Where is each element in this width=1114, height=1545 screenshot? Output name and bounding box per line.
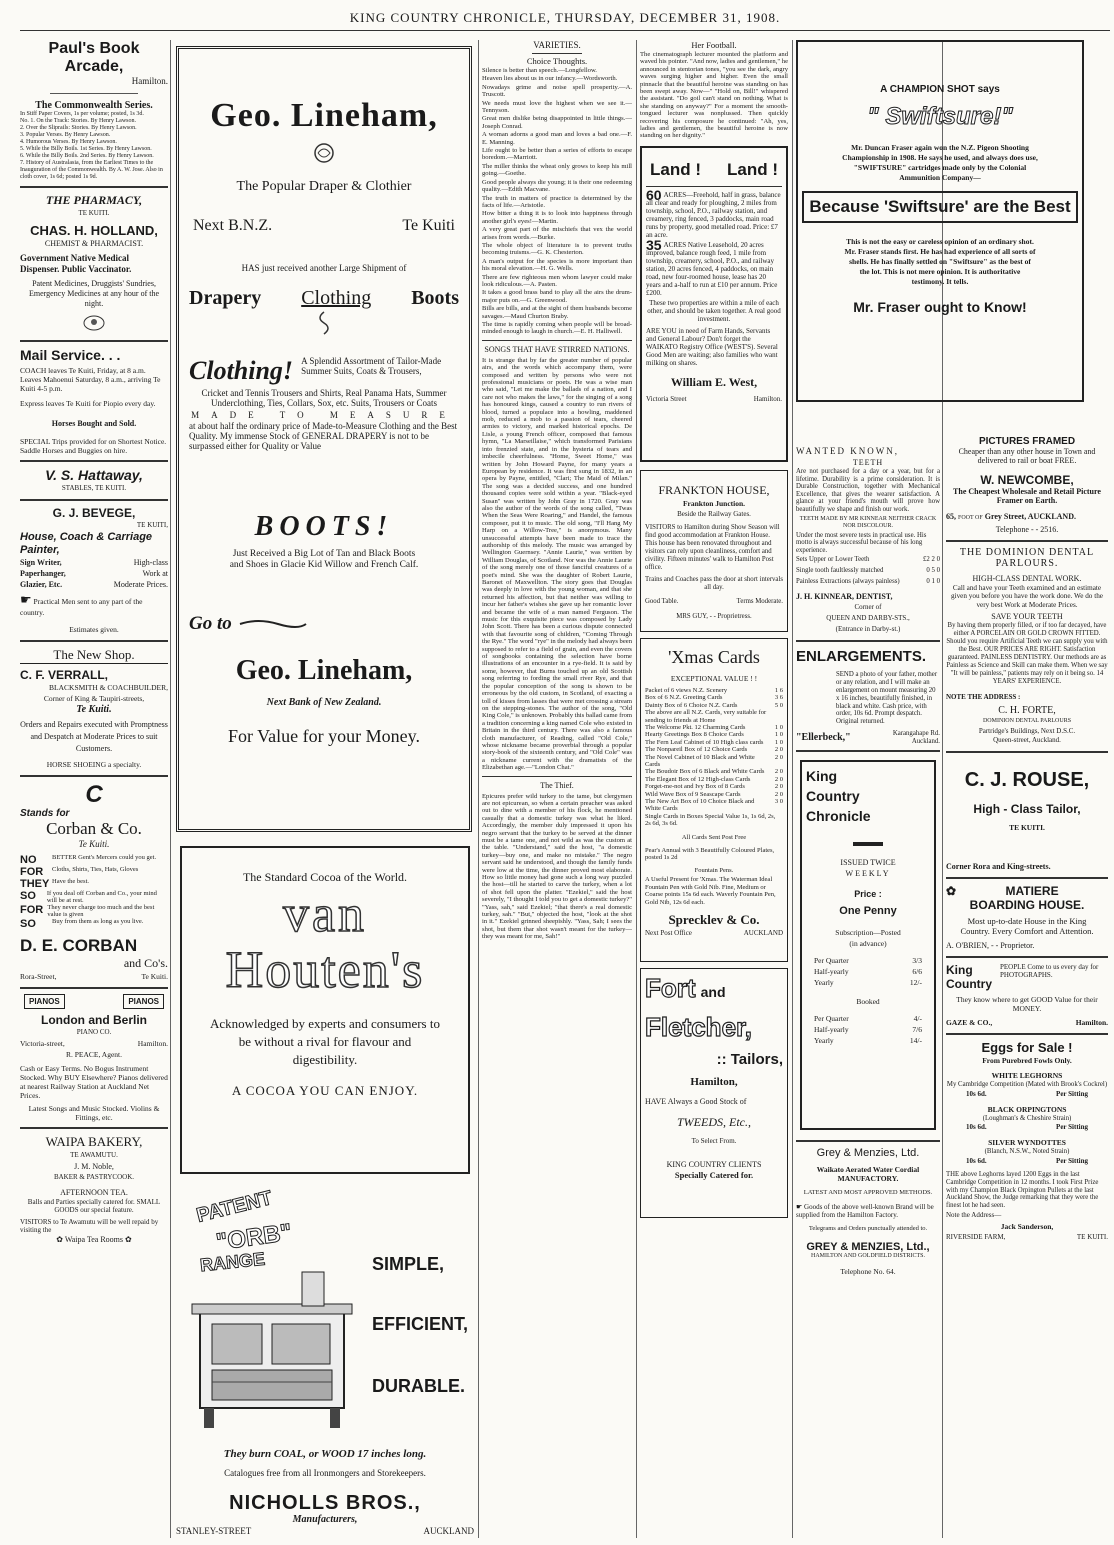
lineham-value: For Value for your Money. bbox=[228, 726, 420, 746]
chronicle-adv: (in advance) bbox=[849, 939, 887, 949]
land-p1: ACRES—Freehold, half in grass, balance all clear and ready for ploughing, 2 miles from township, school, P.O., railway station, and creamery, ring fenced, 3 paddocks, main road runs by property, good metalled road. Price: £7 an acre. bbox=[646, 190, 781, 239]
fort-and: and bbox=[700, 983, 726, 1000]
chronicle-sub: Subscription—Posted bbox=[835, 928, 901, 938]
forte-bld: Partridge's Buildings, Next D.S.C. bbox=[978, 727, 1076, 736]
xmas-item: The Boudoir Box of 6 Black and White Cards 2 0 bbox=[645, 768, 783, 776]
songs-heading: SONGS THAT HAVE STIRRED NATIONS. bbox=[482, 340, 632, 355]
column-3 bbox=[482, 40, 632, 1538]
fort-fletcher-ad bbox=[640, 968, 788, 1218]
hattaway-addr: STABLES, TE KUITI. bbox=[61, 484, 127, 492]
eggs-title: Eggs for Sale ! bbox=[981, 1040, 1073, 1056]
thief-heading: The Thief. bbox=[482, 776, 632, 791]
newshop-ad bbox=[20, 647, 168, 770]
lineham-town: Te Kuiti bbox=[402, 217, 455, 234]
houten-name: Houten's bbox=[225, 942, 425, 999]
newshop-addr: Corner of King & Taupiri-streets, bbox=[43, 694, 145, 703]
lineham-nextbank: Next Bank of New Zealand. bbox=[266, 697, 382, 708]
pauls-title: Paul's Book Arcade, bbox=[48, 40, 140, 75]
masthead-title: KING COUNTRY CHRONICLE, THURSDAY, DECEMBER 31, 1908. bbox=[349, 10, 781, 25]
bevege-town: TE KUITI, bbox=[136, 521, 168, 529]
bevege-ad: G. J. BEVEGE, TE KUITI, House, Coach & Carriage Painter, Sign Writer, High-class Paperhanger, Work at Glazier, Etc. Moderate Prices. ☛ Practical Men sent to any part of the country. Estimates given. bbox=[20, 506, 168, 634]
lineham-next: Next B.N.Z. bbox=[193, 217, 273, 234]
pointing-hand-icon: ☛ bbox=[796, 1203, 803, 1212]
stove-illustration bbox=[192, 1272, 352, 1432]
enlarge-title: ENLARGEMENTS. bbox=[796, 648, 927, 666]
rouse-ad bbox=[946, 769, 1108, 872]
xmas-title: 'Xmas Cards bbox=[668, 646, 760, 667]
land-ad: Land ! Land ! 60 ACRES—Freehold, half in grass, balance all clear and ready for ploughing, 2 miles from township, school, P.O., railway station, and creamery, ring fenced, 3 paddocks, main road runs by property, good metalled road. Price: £7 an acre. 35 ACRES Native Leasehold, 20 acres improved, balance rough feed, 1 mile from township, creamery, school, P.O., and railway station, 20 acres fenced, 4 paddocks, on main road, new four-roomed house, lease has 20 years and a-half to run at £10 per annum. Price £200. These two properties are within a mile of each other, and should be taken together. A real good investment. ARE YOU in need of Farm Hands, Servants and General Labour? Don't forget the WAIKATO Registry Office (WEST'S). Several Good Men are waiting; also families who want milking on shares. William E. West, Victoria Street Hamilton. bbox=[640, 146, 788, 462]
column-rule bbox=[170, 40, 171, 1538]
wanted-text: Are not purchased for a day or a year, but for a lifetime. Durability is a prime consideration. It is Durable Construction, together with Mechanical Excellence, that gives the wearer satisfaction. A glance at your friend's mouth will prove how beautifully we shape and finish our work. bbox=[796, 468, 940, 513]
xmas-item: Wild Wave Box of 9 Seascape Cards 2 0 bbox=[645, 790, 783, 798]
hattaway-name: V. S. Hattaway, bbox=[45, 467, 143, 483]
xmas-pear: Pear's Annual with 3 Beautifully Coloured Plates, posted 1s 2d bbox=[645, 846, 775, 861]
eggs-items bbox=[946, 1070, 1108, 1167]
fort-word: Fort bbox=[645, 972, 696, 1003]
bevege-note: Practical Men sent to any part of the country. bbox=[20, 597, 143, 617]
xmas-item: Packet of 6 views N.Z. Scenery 1 6 bbox=[645, 686, 783, 694]
chronicle-l2: Country bbox=[806, 788, 860, 805]
grey-tel: Telegrams and Orders punctually attended to. bbox=[808, 1225, 928, 1233]
thought-item: How bitter a thing it is to look into happiness through another girl's eyes!—Martin. bbox=[482, 210, 632, 225]
van-houten-ad bbox=[180, 846, 470, 1174]
pauls-list: In Stiff Paper Covers, 1s per volume; posted, 1s 3d. No. 1. On the Track: Stories. By Henry Lawson. 2. Over the Sliprails: Stories. By Henry Lawson. 3. Popular Verses. By Henry Lawson. 4. Humorous Verses. By Henry Lawson. 5. While the Billy Boils. 1st Series. By Henry Lawson. 6. While the Billy Boils. 2nd Series. By Henry Lawson. 7. History of Australasia, from the Earliest Times to the Inauguration of the Commonwealth. By A. W. Jose. Also in cloth cover, 1s 6d; posted 1s 9d. bbox=[20, 111, 163, 180]
grey-latest: LATEST AND MOST APPROVED METHODS. bbox=[803, 1189, 933, 1197]
rate-row: Half-yearly 7/6 bbox=[814, 1025, 922, 1035]
xmas-item: The above are all N.Z. Cards, very suitable for sending to friends at Home bbox=[645, 709, 767, 724]
thought-item: Great men dislike being disappointed in little things.—Joseph Conrad. bbox=[482, 115, 632, 130]
matiere-prop: A. O'BRIEN, - - Proprietor. bbox=[946, 941, 1035, 951]
thought-item: Nowadays grime and noise spell prosperity.—A. Truscott. bbox=[482, 83, 632, 99]
land-name: William E. West, bbox=[670, 374, 758, 389]
land-p2: ACRES Native Leasehold, 20 acres improved, balance rough feed, 1 mile from township, creamery, school, P.O., and railway station, 20 acres fenced, 4 paddocks, on main road, new four-roomed house, lease has 20 years and a-half to run at £10 per annum. Price £200. bbox=[646, 240, 778, 297]
dental-text: Call and have your Teeth examined and an estimate given you before you have the work done. We do the very best Work at Moderate Prices. bbox=[951, 584, 1103, 609]
clothing-assort: A Splendid Assortment of Tailor-Made Summer Suits, Coats & Trousers, bbox=[301, 356, 442, 376]
wanted-teeth: TEETH bbox=[852, 458, 884, 467]
clothing-heading: Clothing! bbox=[189, 356, 294, 385]
wanted-made: TEETH MADE BY MR KINNEAR NEITHER CRACK NOR DISCOLOUR. bbox=[799, 515, 937, 529]
dental-note: NOTE THE ADDRESS : bbox=[946, 693, 1021, 702]
xmas-item: Single Cards in Boxes Special Value 1s, 1s 6d, 2s, 2s 6d, 3s 6d. bbox=[645, 812, 776, 828]
houten-van: van bbox=[282, 886, 368, 943]
xmas-item: Forget-me-not and Ivy Box of 8 Cards 2 0 bbox=[645, 783, 783, 791]
bevege-name: G. J. BEVEGE, bbox=[52, 506, 136, 520]
houten-cocoa: A COCOA YOU CAN ENJOY. bbox=[231, 1083, 419, 1098]
waipa-balls: Balls and Parties specially catered for. SMALL GOODS our special feature. bbox=[27, 1198, 161, 1214]
xmas-post: All Cards Sent Post Free bbox=[681, 833, 747, 841]
pointing-hand-icon: ☛ bbox=[20, 592, 32, 607]
newcombe-phone: Telephone - - 2516. bbox=[995, 525, 1059, 534]
piano-label: PIANOS bbox=[123, 994, 164, 1009]
corban-name: Corban & Co. bbox=[46, 819, 142, 838]
orb-label: "ORB" bbox=[214, 1218, 294, 1257]
frankton-ad: FRANKTON HOUSE, Frankton Junction. Beside the Railway Gates. VISITORS to Hamilton during Show Season will find good accommodation at Frankton House. This house has been renovated throughout and visitors can rely upon cleanliness, comfort and civility. Fifteen minutes' walk to Hamilton Post office. Trains and Coaches pass the door at short intervals all day. Good Table. Terms Moderate. MRS GUY, - - Proprietress. bbox=[640, 470, 788, 632]
thought-item: Bills are bills, and at the sight of them husbands become savages.—Maud Churton Braby. bbox=[482, 305, 632, 320]
gaze-people: PEOPLE Come to us every day for PHOTOGRAPHS. bbox=[1000, 963, 1099, 980]
corban-and: and Co's. bbox=[123, 956, 168, 970]
thought-item: Silence is better than speech.—Longfellow. bbox=[482, 67, 597, 74]
eggs-text: THE above Leghorns layed 1200 Eggs in the last Cambridge Competition in 12 months. I took First Prize with my Champion Black Orpington Pullets at the last Auckland Show, the Judge remarking that they were the finest lot he had seen. bbox=[946, 1171, 1099, 1210]
thoughts-list bbox=[482, 67, 632, 336]
chronicle-rates-booked bbox=[814, 1013, 922, 1046]
xmas-item: The Novel Cabinet of 10 Black and White Cards 2 0 bbox=[645, 753, 783, 768]
bevege-est: Estimates given. bbox=[69, 625, 119, 634]
chronicle-booked: Booked bbox=[856, 997, 880, 1007]
goto-text: Go to bbox=[189, 613, 232, 634]
dental-hc: HIGH-CLASS DENTAL WORK. bbox=[972, 574, 1082, 583]
pictures-title: PICTURES FRAMED bbox=[978, 436, 1076, 447]
xmas-item: Box of 6 N.Z. Greeting Cards 3 6 bbox=[645, 694, 783, 702]
football-text: The cinematograph lecturer mounted the platform and waved his pointer. "And now, ladies and gentlemen," he announced in stentorian tones, "you see the dark, angry waves surging higher and higher. Even the small pinnacle that the beautiful heroine was standing on has been swept away. Now—" "Hold on, Bill!" whispered the assistant. "Do goil can't stand on nothing. What is she standing on anyway?" For a moment the smooth-tongued lecturer was nonplussed. Then quickly recovering his composure he continued: "Ah, yes, ladies and gentlemen, the beautiful heroine is now standing on her dignity." bbox=[640, 51, 788, 140]
mail-special: SPECIAL Trips provided for on Shortest Notice. Saddle Horses and Buggies on hire. bbox=[20, 437, 167, 455]
column-1 bbox=[20, 40, 168, 1538]
wanted-title: WANTED KNOWN, bbox=[796, 446, 899, 456]
crest-icon bbox=[20, 313, 168, 335]
frankton-title: FRANKTON HOUSE, bbox=[658, 482, 770, 497]
chronicle-issued: ISSUED TWICE bbox=[840, 858, 896, 868]
kinnear-name: J. H. KINNEAR, DENTIST, bbox=[796, 592, 893, 602]
xmas-item: Dainty Box of 6 Choice N.Z. Cards 5 0 bbox=[645, 701, 783, 709]
rouse-corner: Corner Rora and King-streets. bbox=[946, 862, 1051, 872]
swift-because: Because 'Swiftsure' are the Best bbox=[802, 191, 1078, 223]
pianos-agent: R. PEACE, Agent. bbox=[65, 1050, 123, 1059]
swift-text2: This is not the easy or careless opinion of an ordinary shot. Mr. Fraser stands first. He has had experience of all sorts of shells. He has finally settled on "Swiftsure" as the best of the lot. This is not mere opinion. It is authoritative testimony. It tells. bbox=[844, 237, 1036, 286]
xmas-item: The Welcome Pkt. 12 Charming Cards 1 0 bbox=[645, 723, 783, 731]
eggs-name: Jack Sanderson, bbox=[1000, 1221, 1054, 1231]
grey-goods: Goods of the above well-known Brand will be supplied from the Hamilton Factory. bbox=[796, 1203, 934, 1220]
frankton-beside: Beside the Railway Gates. bbox=[677, 509, 751, 518]
xmas-item: The New Art Box of 10 Choice Black and White Cards 3 0 bbox=[645, 797, 783, 813]
thought-item: The whole object of literature is to prevent truths becoming truisms.—G. K. Chesterton. bbox=[482, 241, 632, 257]
fort-have: HAVE Always a Good Stock of bbox=[645, 1096, 747, 1106]
thought-item: Heaven lies about us in our infancy.—Wordsworth. bbox=[482, 75, 618, 83]
grey-phone: Telephone No. 64. bbox=[840, 1267, 896, 1277]
rouse-name: C. J. ROUSE, bbox=[964, 769, 1090, 792]
pianos-songs: Latest Songs and Music Stocked. Violins & Fittings, etc. bbox=[28, 1104, 160, 1122]
thought-item: It takes a good brass band to play all the airs the drum-major puts on.—G. Greenwood. bbox=[482, 289, 632, 304]
wanted-known-ad: WANTED KNOWN, TEETH Are not purchased for a day or a year, but for a lifetime. Durability is a prime consideration. It is Durable Construction, together with Mechanical Excellence, that gives the wearer satisfaction. A glance at your friend's mouth will prove how beautifully we shape and finish our work. TEETH MADE BY MR KINNEAR NEITHER CRACK NOR DISCOLOUR. Under the most severe tests in practical use. His motto is always successful because of his long experience. Sets Upper or Lower Teeth £2 2 0 Single tooth faultlessly matched 0 5 0 Painless Extractions (always painless) 0 1 0 J. H. KINNEAR, DENTIST, Corner of QUEEN AND DARBY-STS., (Entrance in Darby-st.) bbox=[796, 446, 940, 634]
column-2 bbox=[176, 40, 474, 1538]
scroll-ornament-icon bbox=[179, 310, 469, 340]
orb-burn: They burn COAL, or WOOD 17 inches long. bbox=[223, 1448, 427, 1460]
fort-tweeds: TWEEDS, Etc., bbox=[677, 1114, 751, 1129]
pauls-ad bbox=[20, 40, 168, 181]
dental-text2: By having them properly filled, or if too far decayed, have either A PORCELAIN OR GOLD CROWN FITTED. Should you require Artificial Teeth we can supply you with the Best. OUR PRICES ARE RIGHT. Satisfaction guaranteed. PAINLESS DENTISTRY. Our methods are as Painless as Science and Skill can make them. When we say "It will be painless," patients may rely on it being so. 14 YEARS' EXPERIENCE. bbox=[946, 622, 1108, 686]
lineham-has: HAS just received another Large Shipment of bbox=[241, 263, 407, 273]
drapery-text: at about half the ordinary price of Made-to-Measure Clothing and the Best Quality. My immense Stock of GENERAL DRAPERY is not to be surpassed either for Quality or Value bbox=[189, 421, 458, 451]
rule-ornament-icon bbox=[806, 832, 930, 851]
flower-icon: ✿ bbox=[125, 1235, 132, 1244]
egg-item: BLACK ORPINGTONS (Loughman's & Cheshire Strain) 10s 6d. Per Sitting bbox=[966, 1104, 1088, 1132]
waipa-rooms: Waipa Tea Rooms bbox=[64, 1235, 124, 1244]
forte-name: C. H. FORTE, bbox=[998, 705, 1056, 717]
bevege-trade: House, Coach & Carriage Painter, bbox=[20, 531, 153, 556]
orb-label: PATENT bbox=[194, 1187, 275, 1228]
mail-title: Mail Service. . . bbox=[20, 347, 121, 363]
waipa-tea: AFTERNOON TEA. bbox=[60, 1188, 128, 1197]
dental-save: SAVE YOUR TEETH bbox=[991, 612, 1063, 622]
orb-name: NICHOLLS BROS., bbox=[229, 1492, 421, 1514]
lineham-sub: The Popular Draper & Clothier bbox=[236, 179, 412, 194]
chronicle-penny: One Penny bbox=[839, 905, 897, 918]
waipa-ad bbox=[20, 1134, 168, 1245]
chronicle-l3: Chronicle bbox=[806, 808, 871, 825]
egg-item: WHITE LEGHORNS My Cambridge Competition (Mated with Brook's Cockrel) 10s 6d. Per Sitting bbox=[946, 1071, 1108, 1098]
kinnear-corner: Corner of bbox=[854, 603, 882, 612]
waipa-town: TE AWAMUTU. bbox=[70, 1151, 118, 1159]
rate-row: Per Quarter 3/3 bbox=[814, 956, 922, 966]
newshop-trade: BLACKSMITH & COACHBUILDER, bbox=[49, 683, 168, 692]
ornament-icon bbox=[179, 141, 469, 169]
dominion-dental-ad bbox=[946, 547, 1108, 746]
houten-ack: Acknowledged by experts and consumers to be without a rival for flavour and digestibility. bbox=[210, 1016, 440, 1067]
xmas-cards-ad: 'Xmas Cards EXCEPTIONAL VALUE ! ! Packet of 6 views N.Z. Scenery 1 6 Box of 6 N.Z. Greeting Cards 3 6 Dainty Box of 6 Choice N.Z. Cards 5 0 The above are all N.Z. Cards, very suitable for sending to friends at Home The Welcome Pkt. 12 Charming Cards 1 0 Hearty Greetings Box 8 Choice Cards 1 0 The Fern Leaf Cabinet of 10 High class cards 1 0 The Nonpareil Box of 12 Choice Cards 2 0 The Novel Cabinet of 10 Black and White Cards 2 0 The Boudoir Box of 6 Black and White Cards 2 0 The Elegant Box of 12 High-class Cards 2 0 Forget-me-not and Ivy Box of 8 Cards 2 0 Wild Wave Box of 9 Seascape Cards 2 0 The New Art Box of 10 Choice Black and White Cards 3 0 Single Cards in Boxes Special Value 1s, 1s 6d, 2s, 2s 6d, 3s 6d. All Cards Sent Post Free Pear's Annual with 3 Beautifully Coloured Plates, posted 1s 2d Fountain Pens. A Useful Present for 'Xmas. The Waterman Ideal Fountain Pen with Gold Nib. Fine, Medium or Coarse points 15s 6d each. Waverly Fountain Pen, Gold Nib, 12s 6d each. Sprecklev & Co. Next Post Office AUCKLAND bbox=[640, 638, 788, 962]
choice-heading: Choice Thoughts. bbox=[526, 56, 588, 66]
matiere-text: Most up-to-date House in the King Country. Every Comfort and Attention. bbox=[960, 916, 1094, 937]
grey-title: Grey & Menzies, Ltd. bbox=[816, 1147, 920, 1160]
orb-durable: DURABLE. bbox=[372, 1376, 465, 1396]
frankton-text: VISITORS to Hamilton during Show Season will find good accommodation at Frankton House. This house has been renovated throughout and visitors can rely upon cleanliness, comfort and civility. Fifteen minutes' walk to Hamilton Post office. bbox=[645, 523, 780, 571]
eggs-ad: Eggs for Sale ! From Purebred Fowls Only. WHITE LEGHORNS My Cambridge Competition (Mated with Brook's Cockrel) 10s 6d. Per Sitting BLACK ORPINGTONS (Loughman's & Cheshire Strain) 10s 6d. Per Sitting SILVER WYNDOTTES (Blanch, N.S.W., Noted Strain) 10s 6d. Per Sitting THE above Leghorns layed 1200 Eggs in the last Cambridge Competition in 12 months. I took First Prize with my Champion Black Orpington Pullets at the last Auckland Show, the Judge remarking that they were the finest lot he had seen. Note the Address— Jack Sanderson, RIVERSIDE FARM, TE KUITI. bbox=[946, 1040, 1108, 1241]
xmas-pens: Fountain Pens. bbox=[694, 867, 734, 875]
pauls-town: Hamilton. bbox=[131, 76, 168, 86]
thought-item: Life ought to be better than a series of efforts to escape boredom.—Marriott. bbox=[482, 147, 632, 162]
masthead bbox=[20, 6, 1110, 31]
rouse-hc: High - Class Tailor, bbox=[973, 802, 1081, 817]
grey-sub: Waikato Aerated Water Cordial MANUFACTORY. bbox=[816, 1165, 920, 1184]
pianos-text: Cash or Easy Terms. No Bogus Instrument Stocked. Why BUY Elsewhere? Pianos delivered at nearest Railway Station at Auckland Net Prices. bbox=[20, 1064, 168, 1100]
fort-catered: Specially Catered for. bbox=[674, 1169, 754, 1180]
grey-name: GREY & MENZIES, Ltd., bbox=[806, 1241, 930, 1254]
frankton-prop: MRS GUY, - - Proprietress. bbox=[676, 612, 752, 620]
football-heading: Her Football. bbox=[691, 40, 737, 50]
egg-item: SILVER WYNDOTTES (Blanch, N.S.W., Noted Strain) 10s 6d. Per Sitting bbox=[966, 1138, 1088, 1165]
xmas-items bbox=[645, 687, 783, 828]
pauls-series: The Commonwealth Series. bbox=[35, 100, 153, 111]
enlarge-text: SEND a photo of your father, mother or any relation, and I will make an enlargement on mount measuring 20 x 16 inches, beautifully finished, in black and white. Cash price, with order, 10s 6d. Prompt despatch. Original returned. bbox=[836, 671, 938, 726]
pianos-co: PIANO CO. bbox=[76, 1028, 112, 1036]
thought-item: The truth in matters of practice is determined by the facts of life.—Aristotle. bbox=[482, 194, 632, 209]
thought-item: A woman adorns a good man and loves a bad one.—F. E. Manning. bbox=[482, 131, 632, 146]
fort-town: Hamilton, bbox=[690, 1075, 738, 1088]
corban-town: Te Kuiti. bbox=[78, 839, 110, 849]
waipa-trade: BAKER & PASTRYCOOK. bbox=[53, 1173, 135, 1181]
xmas-item: The Nonpareil Box of 12 Choice Cards 2 0 bbox=[645, 746, 783, 754]
chronicle-weekly: WEEKLY bbox=[845, 869, 891, 879]
thought-item: Good people always die young; it is their one redeeming quality.—Edith Macvane. bbox=[482, 178, 632, 194]
rate-row: Per Quarter 4/- bbox=[814, 1014, 922, 1024]
waipa-visitors: VISITORS to Te Awamutu will be well repaid by visiting the bbox=[20, 1218, 159, 1234]
chronicle-rates-posted bbox=[814, 955, 922, 988]
pictures-text: Cheaper than any other house in Town and delivered to rail or boat FREE. bbox=[958, 447, 1096, 465]
orb-cat: Catalogues free from all Ironmongers and Storekeepers. bbox=[224, 1468, 426, 1478]
thought-item: A very great part of the mischiefs that vex the world arises from words.—Burke. bbox=[482, 226, 632, 241]
chronicle-l1: King bbox=[806, 768, 838, 785]
mail-coach: COACH leaves Te Kuiti, Friday, at 8 a.m. Leaves Mahoenui Saturday, 8 a.m., arriving Te Kuiti 4-5 p.m. bbox=[20, 366, 161, 393]
newshop-horse: HORSE SHOEING a specialty. bbox=[46, 760, 142, 769]
boots-text: Just Received a Big Lot of Tan and Black Boots and Shoes in Glacie Kid Willow and French Calf. bbox=[229, 549, 419, 570]
waipa-name: J. M. Noble, bbox=[74, 1162, 114, 1171]
forte-dp: DOMINION DENTAL PARLOURS bbox=[982, 718, 1072, 725]
flower-icon: ✿ bbox=[56, 1235, 63, 1244]
pianos-name: London and Berlin bbox=[41, 1013, 147, 1027]
swift-champ: A CHAMPION SHOT says bbox=[880, 84, 1000, 95]
rate-row: Half-yearly 6/6 bbox=[814, 967, 922, 977]
fort-clients: KING COUNTRY CLIENTS bbox=[666, 1159, 762, 1169]
orb-simple: SIMPLE, bbox=[372, 1254, 445, 1274]
fort-tailors: :: Tailors, bbox=[716, 1050, 783, 1068]
corban-c: C bbox=[85, 781, 103, 808]
lineham-ad: Geo. Lineham, The Popular Draper & Clothier Next B.N.Z. Te Kuiti HAS just received another Large Shipment of Drapery Clothing Boots Clothing! A Splendid Assortment of Tailor-Made Summer Suits, Coats & Trousers, Cricket and Tennis Trousers and Shirts, Real Panama Hats, Summer Underclothing, Ties, Collars, Sox, etc. Suits, Trousers or Coats MADE TO MEASURE at about half the ordinary price of Made-to-Measure Clothing and the Best Quality. My immense Stock of GENERAL DRAPERY is not to be surpassed either for Quality or Value BOOTS! Just Received a Big Lot of Tan and Black Boots and Shoes in Glacie Kid Willow and French Calf. Go to Geo. Lineham, Next Bank of New Zealand. For Value for your Money. bbox=[176, 46, 472, 832]
kinnear-addr: QUEEN AND DARBY-STS., bbox=[826, 614, 910, 623]
newshop-orders: Orders and Repairs executed with Promptness and Despatch at Moderate Prices to suit Customers. bbox=[20, 720, 168, 753]
pharmacy-gov: Government Native Medical Dispenser. Public Vaccinator. bbox=[20, 253, 132, 274]
orb-efficient: EFFICIENT, bbox=[372, 1314, 469, 1334]
pictures-ad: PICTURES FRAMED Cheaper than any other house in Town and delivered to rail or boat FREE. W. NEWCOMBE, The Cheapest Wholesale and Retail Picture Framer on Earth. 65, FOOT OF Grey Street, AUCKLAND. Telephone - - 2516. bbox=[946, 436, 1108, 535]
wanted-text2: Under the most severe tests in practical use. His motto is always successful because of his long experience. bbox=[796, 531, 927, 554]
enlargements-ad: ENLARGEMENTS. SEND a photo of your father, mother or any relation, and I will make an enlargement on mount measuring 20 x 16 inches, beautifully finished, in black and white. Cash price, with order, 10s 6d. Prompt despatch. Original returned. "Ellerbeck," Karangahape Rd. Auckland. bbox=[796, 648, 940, 745]
column-rule bbox=[478, 40, 479, 1538]
rate-row: Yearly 14/- bbox=[814, 1036, 922, 1046]
land-p3: These two properties are within a mile of each other, and should be taken together. A real good investment. bbox=[647, 298, 781, 323]
mail-service-ad bbox=[20, 347, 168, 455]
thought-item: The time is rapidly coming when people will be broad-minded enough to laugh in church.—E. H. Halliwell. bbox=[482, 321, 632, 336]
piano-label: PIANOS bbox=[24, 994, 65, 1009]
mail-horses: Horses Bought and Sold. bbox=[51, 419, 137, 428]
pharmacy-name: CHAS. H. HOLLAND, bbox=[30, 223, 158, 238]
thought-item: A man's output for the species is more important than his moral elevation.—H. G. Wells. bbox=[482, 257, 632, 273]
swift-text1: Mr. Duncan Fraser again won the N.Z. Pigeon Shooting Championship in 1908. He says he used, and always does use, "SWIFTSURE" cartridges made only by the Colonial Ammunition Company— bbox=[842, 143, 1038, 182]
fletcher-word: Fletcher, bbox=[645, 1011, 752, 1042]
swift-ought: Mr. Fraser ought to Know! bbox=[853, 299, 1027, 315]
lineham-name: Geo. Lineham, bbox=[210, 97, 438, 134]
thought-item: There are few righteous men whom lawyer could make look ridiculous.—A. Pasten. bbox=[482, 273, 632, 288]
corban-ad: C Stands for Corban & Co. Te Kuiti. NO BETTER Gent's Mercers could you get. FOR Cloths, Shirts, Ties, Hats, Gloves THEY Have the best. SO If you deal off Corban and Co., your mind will be at rest. FOR They never charge too much and the best value is given SO Buy from them as long as you live. D. E. CORBAN and Co's. Rora-Street, Te Kuiti. bbox=[20, 781, 168, 981]
frankton-sub: Frankton Junction. bbox=[682, 498, 746, 508]
houten-top: The Standard Cocoa of the World. bbox=[242, 870, 408, 884]
forte-street: Queen-street, Auckland. bbox=[993, 736, 1061, 745]
xmas-exc: EXCEPTIONAL VALUE ! ! bbox=[670, 673, 758, 683]
songs-text: It is strange that by far the greater number of popular airs, and the words which accompany them, were composed and written by persons who were not professional musicians or poets. He was a wise man who said, "Let me make the ballads of a nation, and I care not who makes the laws," for the singing of a song has honoured kings, caused a country to run rivers of blood, turned a populace into a howling, maddened mob, reduced a mob to a passion of tears, cheered armies to victory, and marked historical epochs. De Lisle, a young French officer, composed that famous hymn, "La Marseillaise," which transformed Parisians into frenzied state, and in the hysteria of tears and imbecile cheerfulness. "Home, Sweet Home," was written by John Howard Payne, for many years a European by residence. It was first sung in 1832, in an opera by Payne, entitled, "Clari; The Maid of Milan." The song was a decided success, and one hundred thousand copies were sold within a year. "Black-eyed Susan" was written by John Gray in 1720. Gray was also the author of the words of the song called, "Twas When the Seas Were Roaring," and Handel, the famous composer, put it to music. The old song, "I'll Hang My Harp on a Willow-Tree," is anonymous. Many unsuccessful attempts have been made to trace the authorship of this melody. The music was arranged by Wellington Guernsey. "Annie Laurie," was written by William Douglas, of Scotland. Nor was the Annie Laurie of the song merely one of those fanciful creatures of a poet's mind. She was the daughter of Robert Laurie, Baronet of Maxwellton. The story goes that Douglas was deeply in love with the young woman, and that she returned his affection, but that neither was willing to incur her father's wishes she gave up her romantic lover and became the wife of a man named Ferguson. The music for this exquisite piece was composed by Lady John Scott. There has been a curious dispute connected with that favourite song of children, "Coming Through the Rye." The word "rye" in the melody had always been supposed to refer to a field of grain, and even the covers of songbooks containing the selection have borne illustrations of an encounter in a rye-field. It is said by some, however, that Burns touched up an old Scottish song referring to fording the small river Rye, and that the popular conception of the song is shown to be erroneous by the old custom, in Scotland, of exacting a toll of kisses from lasses that were met crossing a stream on the stepping-stones. The author of the song, "Old King Cole," is unknown. Probably this ballad came from a tradition concerning a king named Cole who existed in Britain in the third century. There was also a famous cloth manufacturer, of Reading, called "Old Cole," whose nickname became proverbial through a popular story-book of the sixteenth century, and "Old Cole" was a nickname current with the dramatists of the Elizabethan age.—"London Chat." bbox=[482, 356, 632, 772]
frankton-trains: Trains and Coaches pass the door at short intervals all day. bbox=[645, 575, 783, 591]
newshop-name: C. F. VERRALL, bbox=[20, 668, 109, 682]
pharmacy-trade: CHEMIST & PHARMACIST. bbox=[44, 239, 144, 248]
spreckley-name: Sprecklev & Co. bbox=[668, 912, 760, 928]
rate-row: Yearly 12/- bbox=[814, 978, 922, 988]
xmas-item: Hearty Greetings Box 8 Choice Cards 1 0 bbox=[645, 731, 783, 739]
varieties-heading: VARIETIES. bbox=[533, 40, 581, 50]
newshop-town: Te Kuiti. bbox=[76, 704, 112, 715]
eggs-note: Note the Address— bbox=[946, 1210, 1002, 1219]
arrow-icon bbox=[238, 617, 308, 631]
made-to-measure: MADE TO MEASURE bbox=[191, 410, 457, 420]
waipa-title: WAIPA BAKERY, bbox=[45, 1134, 143, 1149]
xmas-pentext: A Useful Present for 'Xmas. The Waterman Ideal Fountain Pen with Gold Nib. Fine, Medium or Coarse points 15s 6d each. Waverly Fountain Pen, Gold Nib, 12s 6d each. bbox=[645, 876, 776, 906]
column-rule bbox=[792, 40, 793, 1538]
thought-item: We needs must love the highest when we see it.—Tennyson. bbox=[482, 99, 632, 115]
xmas-item: The Elegant Box of 12 High-class Cards 2 0 bbox=[645, 775, 783, 783]
lineham-name-2: Geo. Lineham, bbox=[235, 655, 413, 686]
corban-big: D. E. CORBAN bbox=[20, 936, 138, 955]
newcombe-sub: The Cheapest Wholesale and Retail Picture Framer on Earth. bbox=[953, 487, 1101, 505]
mail-express: Express leaves Te Kuiti for Piopio every day. bbox=[20, 399, 156, 408]
newshop-title: The New Shop. bbox=[20, 647, 168, 664]
grey-town: HAMILTON AND GOLDFIELD DISTRICTS. bbox=[810, 1253, 925, 1260]
swift-title: " Swiftsure!" bbox=[867, 103, 1013, 130]
boots-heading: BOOTS! bbox=[254, 511, 394, 542]
chronicle-ad bbox=[800, 760, 936, 1130]
flower-icon: ✿ bbox=[946, 884, 957, 899]
newcombe-name: W. NEWCOMBE, bbox=[980, 473, 1074, 487]
fort-select: To Select From. bbox=[691, 1136, 737, 1145]
thought-item: The miller thinks the wheat only grows to keep his mill going.—Goethe. bbox=[482, 162, 632, 178]
kinnear-ent: (Entrance in Darby-st.) bbox=[835, 625, 901, 634]
land-p4: ARE YOU in need of Farm Hands, Servants and General Labour? Don't forget the WAIKATO Registry Office (WEST'S). Several Good Men are waiting; also families who want milking on shares. bbox=[646, 326, 778, 367]
dental-title: THE DOMINION DENTAL PARLOURS. bbox=[959, 547, 1095, 569]
orb-label: RANGE bbox=[199, 1248, 266, 1276]
orb-range-ad: PATENT "ORB" RANGE SIMPLE, EFFICIENT, DURABLE. They burn COAL, or WOOD 17 inches long. Catalogues free from all Ironmongers and Storekeepers. NICHOLLS BROS., Manufacturers, STANLEY-STREET AUCKLAND bbox=[176, 1187, 474, 1536]
xmas-item: The Fern Leaf Cabinet of 10 High class cards 1 0 bbox=[645, 738, 783, 746]
chronicle-price: Price : bbox=[854, 889, 882, 900]
orb-manu: Manufacturers, bbox=[292, 1514, 358, 1525]
rouse-town: TE KUITI. bbox=[1009, 823, 1045, 833]
gaze-ad: King Country PEOPLE Come to us every day for PHOTOGRAPHS. They know where to get GOOD Value for their MONEY. GAZE & CO., Hamilton. bbox=[946, 963, 1108, 1028]
pharmacy-title: THE PHARMACY, bbox=[45, 193, 143, 207]
pharmacy-ad bbox=[20, 193, 168, 335]
clothing-text: Cricket and Tennis Trousers and Shirts, Real Panama Hats, Summer Underclothing, Ties, Collars, Sox, etc. Suits, Trousers or Coats bbox=[201, 388, 447, 408]
column-4 bbox=[640, 40, 788, 1538]
column-6 bbox=[946, 40, 1108, 1538]
column-rule bbox=[636, 40, 637, 1538]
eggs-sub: From Purebred Fowls Only. bbox=[982, 1056, 1072, 1066]
matiere-ad bbox=[946, 884, 1108, 951]
thief-text: Epicures prefer wild turkey to the tame, but clergymen are not epicurean, so when a certain preacher was asked out to dine with a member of his flock, he mentioned casually that a domestic turkey was what he liked. Accordingly, the member duly impressed it upon his negro servant that the turkey to be served at the dinner must be a tame one, and not wild as was the custom at the table. "Understand," said the host, "a domestic turkey—buy one, and make no mistake." The negro servant said he understood, and though the family funds were low at the time, the dinner proved most elaborate. How so little money had gone such a long way puzzled the host—till he started to carve the turkey, when a lot of shot fell upon the platter. "Ezekiel," said the host severely, "I thought I told you to get a domestic turkey?" "Yass, sah," said Ezekiel; "that there's a real domestic turkey, sah." "But," objected the host, "look at the shot in it." Ezekiel grinned sheepishly. "Yass, Sah; I sees the shot, but them thar shot wasn't meant for the turkey—they was meant for me, Sah!" bbox=[482, 792, 632, 941]
matiere-bh: BOARDING HOUSE. bbox=[969, 898, 1085, 913]
corban-stands: Stands for bbox=[20, 808, 70, 819]
pharmacy-text: Patent Medicines, Druggists' Sundries, Emergency Medicines at any hour of the night. bbox=[28, 279, 160, 308]
matiere-title: MATIERE bbox=[1005, 884, 1059, 899]
gaze-know: They know where to get GOOD Value for their MONEY. bbox=[956, 995, 1098, 1014]
grey-menzies-ad bbox=[796, 1147, 940, 1277]
pianos-ad: PIANOS PIANOS London and Berlin PIANO CO. Victoria-street, Hamilton. R. PEACE, Agent. Cash or Easy Terms. No Bogus Instrument Stocked. Why BUY Elsewhere? Pianos delivered at nearest Railway Station at Auckland Net Prices. Latest Songs and Music Stocked. Violins & Fittings, etc. bbox=[20, 994, 168, 1122]
pharmacy-town: TE KUITI. bbox=[78, 209, 110, 217]
